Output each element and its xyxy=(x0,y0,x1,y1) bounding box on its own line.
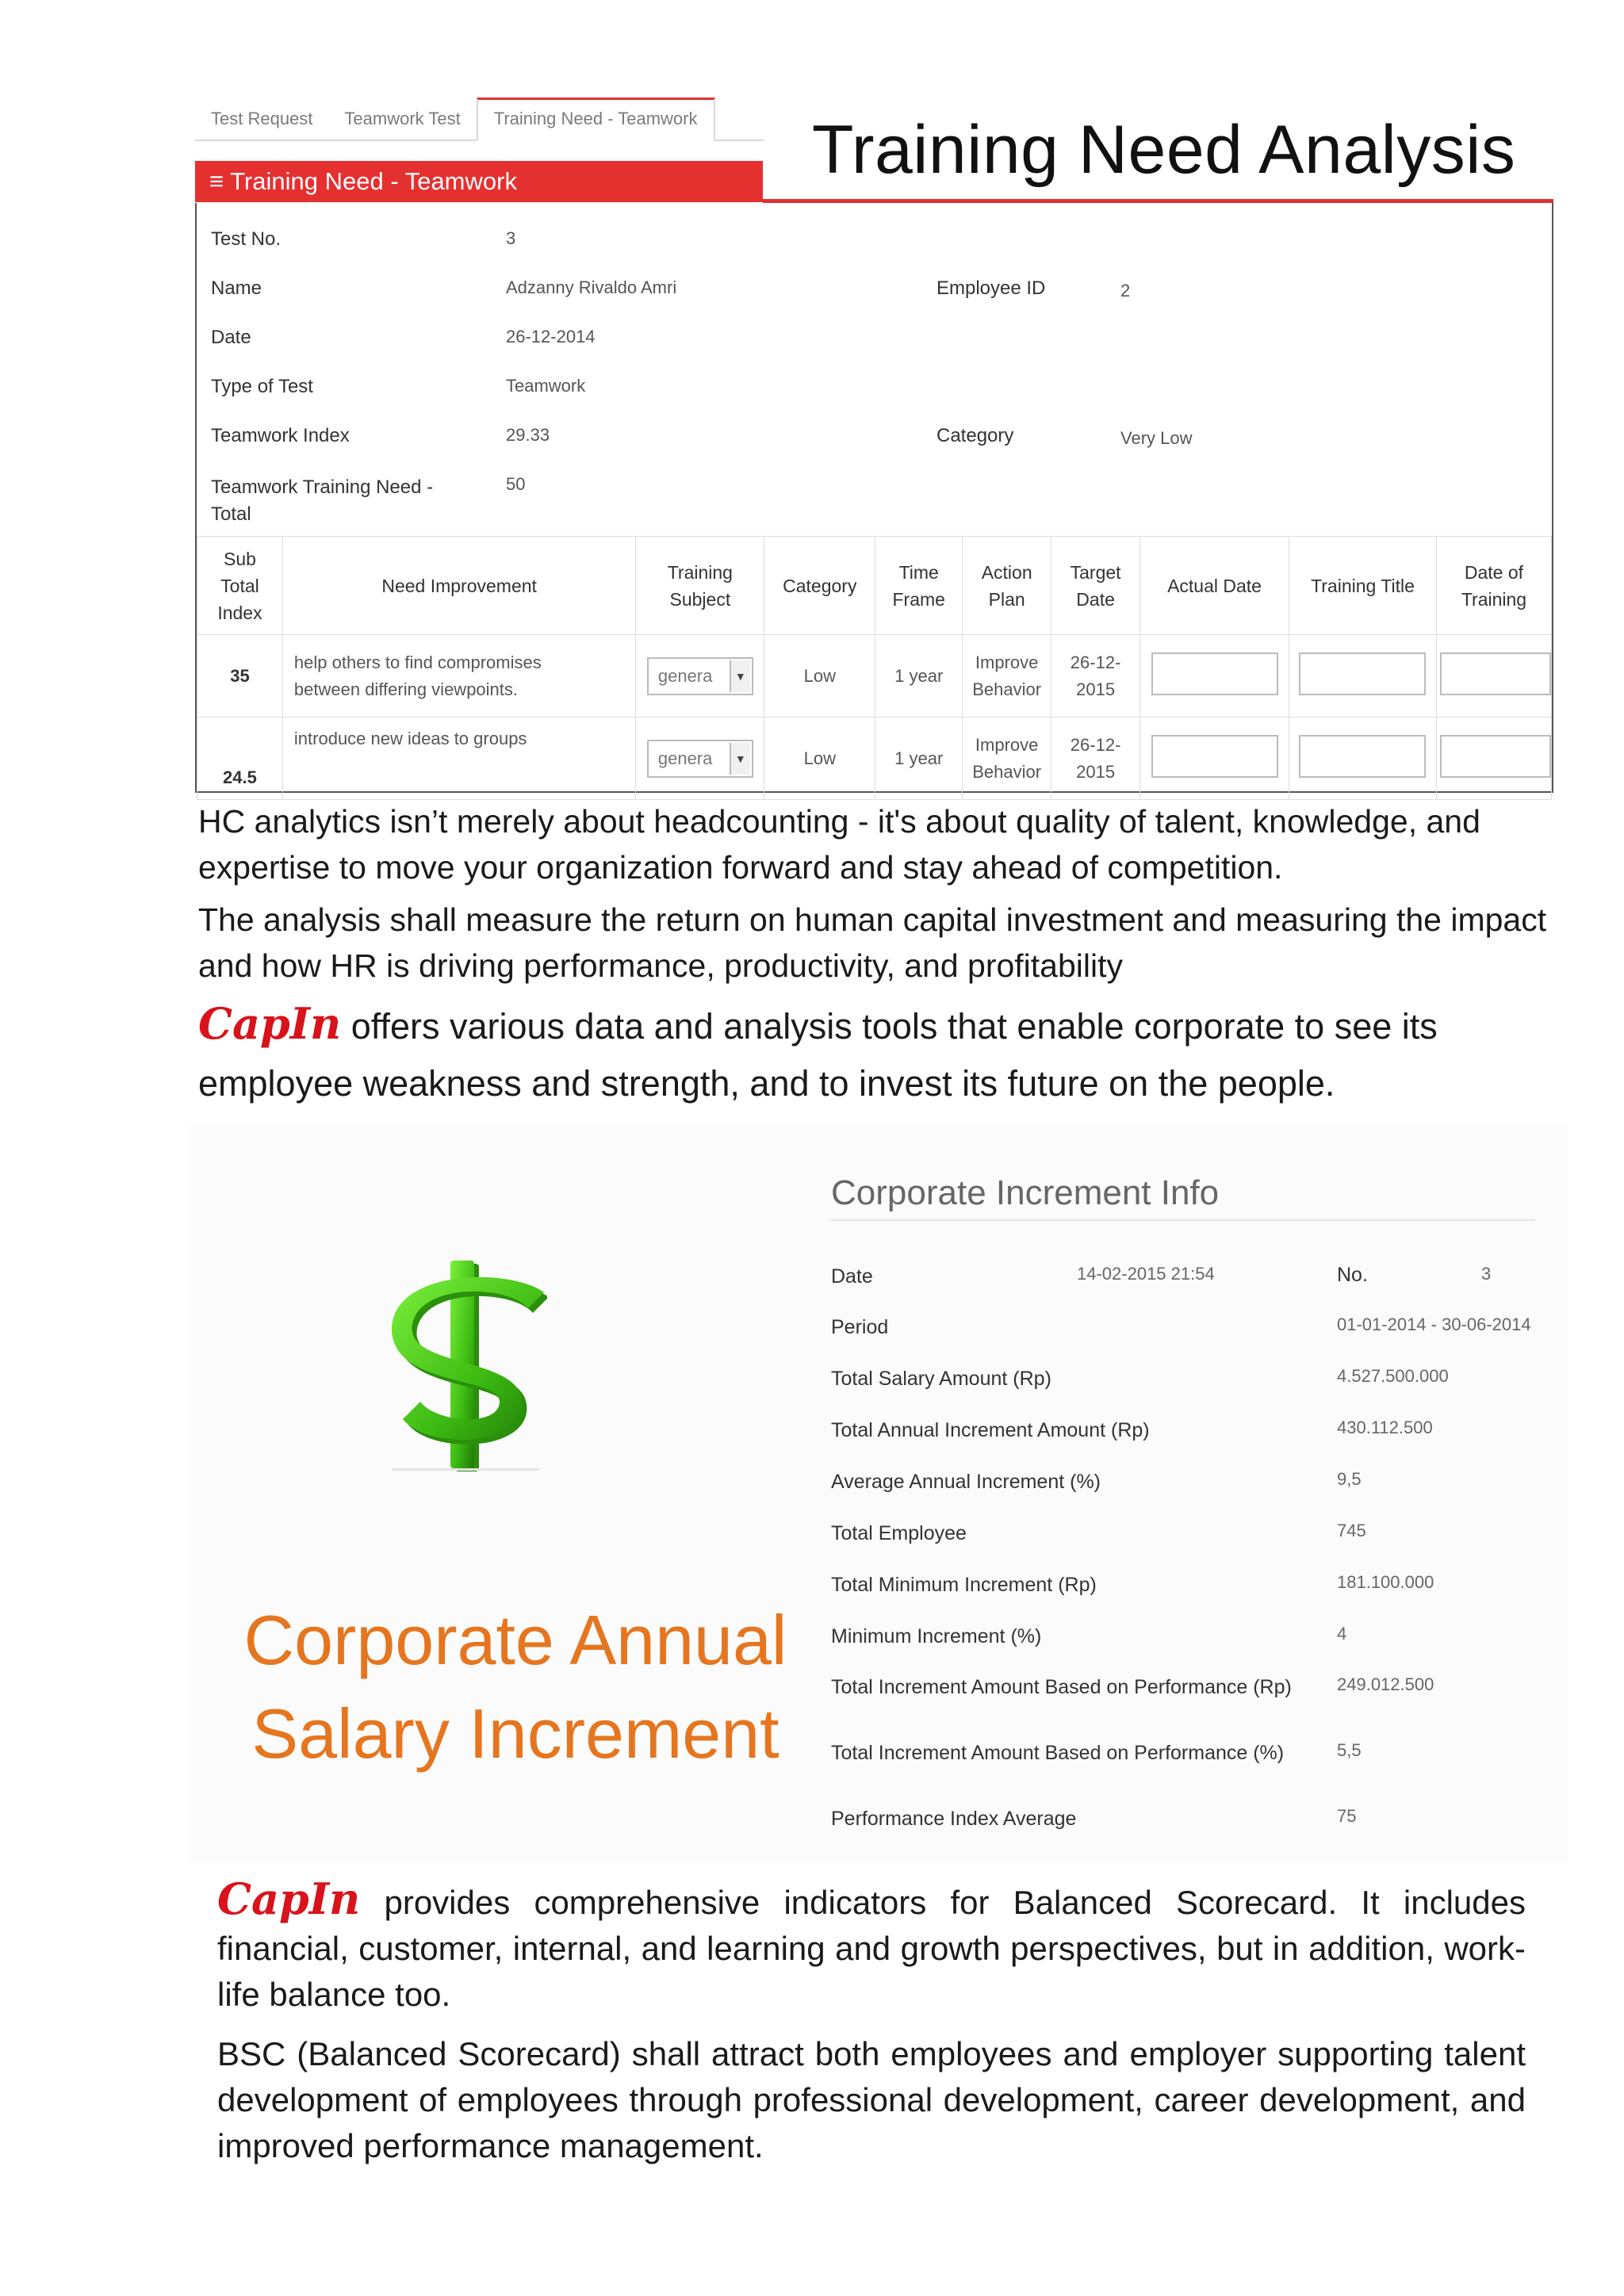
need-total-value: 50 xyxy=(506,474,526,494)
page-title: Training Need Analysis xyxy=(812,112,1516,188)
increment-title-rule xyxy=(829,1219,1535,1221)
employee-id-value: 2 xyxy=(1120,281,1131,300)
date-of-training-input[interactable] xyxy=(1440,735,1551,778)
dropdown-arrow-icon[interactable]: ▼ xyxy=(730,660,750,692)
increment-row-label: Total Minimum Increment (Rp) xyxy=(831,1574,1097,1596)
name-value: Adzanny Rivaldo Amri xyxy=(506,277,677,297)
capin-logo: CapIn xyxy=(217,1873,361,1924)
col-target-date: Target Date xyxy=(1051,537,1140,635)
col-need-improvement: Need Improvement xyxy=(282,537,635,635)
increment-row-label: Period xyxy=(831,1316,889,1338)
actual-date-cell xyxy=(1140,635,1289,718)
need-total-label xyxy=(211,474,433,528)
table-header-row xyxy=(197,537,1552,635)
panel-header: ≡ Training Need - Teamwork xyxy=(195,161,763,202)
training-need-panel xyxy=(195,203,1553,793)
increment-row-label: Total Increment Amount Based on Performance (%) xyxy=(831,1742,1285,1764)
training-title-input[interactable] xyxy=(1299,735,1426,778)
actual-date-cell xyxy=(1140,718,1289,800)
paragraph-balanced-scorecard-text: provides comprehensive indicators for Balanced Scorecard. It includes financial, customer, internal, and learning and growth perspectives, but in addition, work-life balance too. xyxy=(217,1884,1526,2013)
col-time-frame: Time Frame xyxy=(875,537,963,635)
increment-row-label: Total Annual Increment Amount (Rp) xyxy=(831,1419,1150,1441)
dollar-shadow-line xyxy=(392,1468,539,1471)
need-improvement-text: help others to find compromises between differing viewpoints. xyxy=(282,635,635,718)
dollar-sign-icon xyxy=(389,1261,547,1475)
increment-row-label: Average Annual Increment (%) xyxy=(831,1471,1101,1493)
training-title-input[interactable] xyxy=(1299,652,1426,695)
date-value: 26-12-2014 xyxy=(506,327,596,346)
test-no-label: Test No. xyxy=(211,228,282,250)
tab-test-request[interactable]: Test Request xyxy=(211,109,313,128)
training-title-cell xyxy=(1289,718,1437,800)
need-total-label-line2: Total xyxy=(211,503,251,525)
action-plan-cell: Improve Behavior xyxy=(963,718,1051,800)
date-of-training-cell xyxy=(1436,635,1551,718)
date-label: Date xyxy=(211,327,251,348)
training-subject-select[interactable]: genera ▼ xyxy=(647,657,753,695)
paragraph-bsc-attract: BSC (Balanced Scorecard) shall attract both employees and employer supporting talent development of employees through professional development, career development, and improved performance management. xyxy=(217,2035,1526,2164)
col-date-of-training: Date of Training xyxy=(1436,537,1551,635)
tab-teamwork-test[interactable]: Teamwork Test xyxy=(344,109,461,128)
paragraph-capin-tools xyxy=(198,995,1562,1112)
increment-row-label: Total Increment Amount Based on Performance (Rp) xyxy=(831,1676,1292,1698)
increment-row-label: Performance Index Average xyxy=(831,1808,1077,1830)
increment-row-value: 4 xyxy=(1337,1624,1347,1644)
type-value: Teamwork xyxy=(506,376,586,396)
actual-date-input[interactable] xyxy=(1151,735,1278,778)
increment-row-value: 9,5 xyxy=(1337,1469,1362,1489)
teamwork-index-label: Teamwork Index xyxy=(211,425,350,446)
need-improvement-text: introduce new ideas to groups xyxy=(282,718,635,800)
training-subject-select[interactable]: genera ▼ xyxy=(647,740,753,778)
time-frame-cell: 1 year xyxy=(875,635,963,718)
increment-row-value: 75 xyxy=(1337,1806,1357,1826)
increment-date-label: Date xyxy=(831,1265,873,1288)
increment-row-value: 430.112.500 xyxy=(1337,1418,1433,1437)
increment-no-label: No. xyxy=(1337,1264,1368,1286)
increment-row-value: 249.012.500 xyxy=(1337,1674,1434,1694)
action-plan-cell: Improve Behavior xyxy=(963,635,1051,718)
training-subject-cell xyxy=(636,718,764,800)
table-row xyxy=(197,635,1552,718)
col-action-plan: Action Plan xyxy=(963,537,1051,635)
training-title-cell xyxy=(1289,635,1437,718)
teamwork-index-value: 29.33 xyxy=(506,425,550,445)
date-of-training-cell xyxy=(1436,718,1551,800)
col-training-title: Training Title xyxy=(1289,537,1437,635)
test-no-value: 3 xyxy=(506,228,516,248)
sub-total-index: 35 xyxy=(197,635,283,718)
increment-row-value: 01-01-2014 - 30-06-2014 xyxy=(1337,1314,1531,1334)
target-date-cell: 26-12- 2015 xyxy=(1051,635,1140,718)
increment-row-label: Total Salary Amount (Rp) xyxy=(831,1368,1051,1390)
increment-big-title-line1: Corporate Annual xyxy=(243,1601,787,1679)
table-row xyxy=(197,718,1552,800)
col-training-subject: Training Subject xyxy=(636,537,764,635)
tab-training-need-teamwork[interactable]: Training Need - Teamwork xyxy=(477,98,715,141)
increment-date-value: 14-02-2015 21:54 xyxy=(1077,1264,1215,1284)
name-label: Name xyxy=(211,277,262,299)
increment-row-value: 4.527.500.000 xyxy=(1337,1366,1449,1386)
increment-big-title xyxy=(222,1594,809,1781)
paragraph-return-on-capital: The analysis shall measure the return on human capital investment and measuring the impact and how HR is driving performance, productivity, and profitability xyxy=(198,901,1547,984)
increment-row-value: 745 xyxy=(1337,1521,1366,1540)
increment-row-label: Minimum Increment (%) xyxy=(831,1625,1042,1647)
sub-total-index: 24.5 xyxy=(197,718,283,800)
col-category: Category xyxy=(764,537,875,635)
time-frame-cell: 1 year xyxy=(875,718,963,800)
employee-id-label: Employee ID xyxy=(936,277,1046,299)
dropdown-arrow-icon[interactable]: ▼ xyxy=(730,743,750,775)
category-label: Category xyxy=(936,425,1014,446)
need-improvement-table xyxy=(197,536,1552,800)
increment-row-value: 5,5 xyxy=(1337,1740,1362,1760)
target-date-cell: 26-12- 2015 xyxy=(1051,718,1140,800)
tab-bar xyxy=(195,94,764,141)
increment-big-title-line2: Salary Increment xyxy=(251,1694,779,1773)
increment-row-value: 181.100.000 xyxy=(1337,1572,1434,1592)
training-subject-cell xyxy=(636,635,764,718)
paragraph-hc-analytics: HC analytics isn’t merely about headcounting - it's about quality of talent, knowledge, and expertise to move your organization forward and stay ahead of competition. xyxy=(198,803,1480,886)
paragraph-balanced-scorecard xyxy=(217,1873,1526,2018)
col-actual-date: Actual Date xyxy=(1140,537,1289,635)
increment-no-value: 3 xyxy=(1481,1264,1492,1284)
category-cell: Low xyxy=(764,718,875,800)
category-value: Very Low xyxy=(1120,428,1193,448)
col-sub-total-index: Sub Total Index xyxy=(197,537,283,635)
capin-logo: CapIn xyxy=(198,998,342,1049)
paragraph-capin-tools-text: offers various data and analysis tools that enable corporate to see its employee weakness and strength, and to invest its future on the people. xyxy=(198,1006,1438,1104)
increment-panel-title: Corporate Increment Info xyxy=(831,1173,1220,1212)
increment-row-label: Total Employee xyxy=(831,1522,967,1544)
category-cell: Low xyxy=(764,635,875,718)
type-label: Type of Test xyxy=(211,376,313,397)
date-of-training-input[interactable] xyxy=(1440,652,1551,695)
actual-date-input[interactable] xyxy=(1151,652,1278,695)
need-total-label-line1: Teamwork Training Need - xyxy=(211,476,434,498)
